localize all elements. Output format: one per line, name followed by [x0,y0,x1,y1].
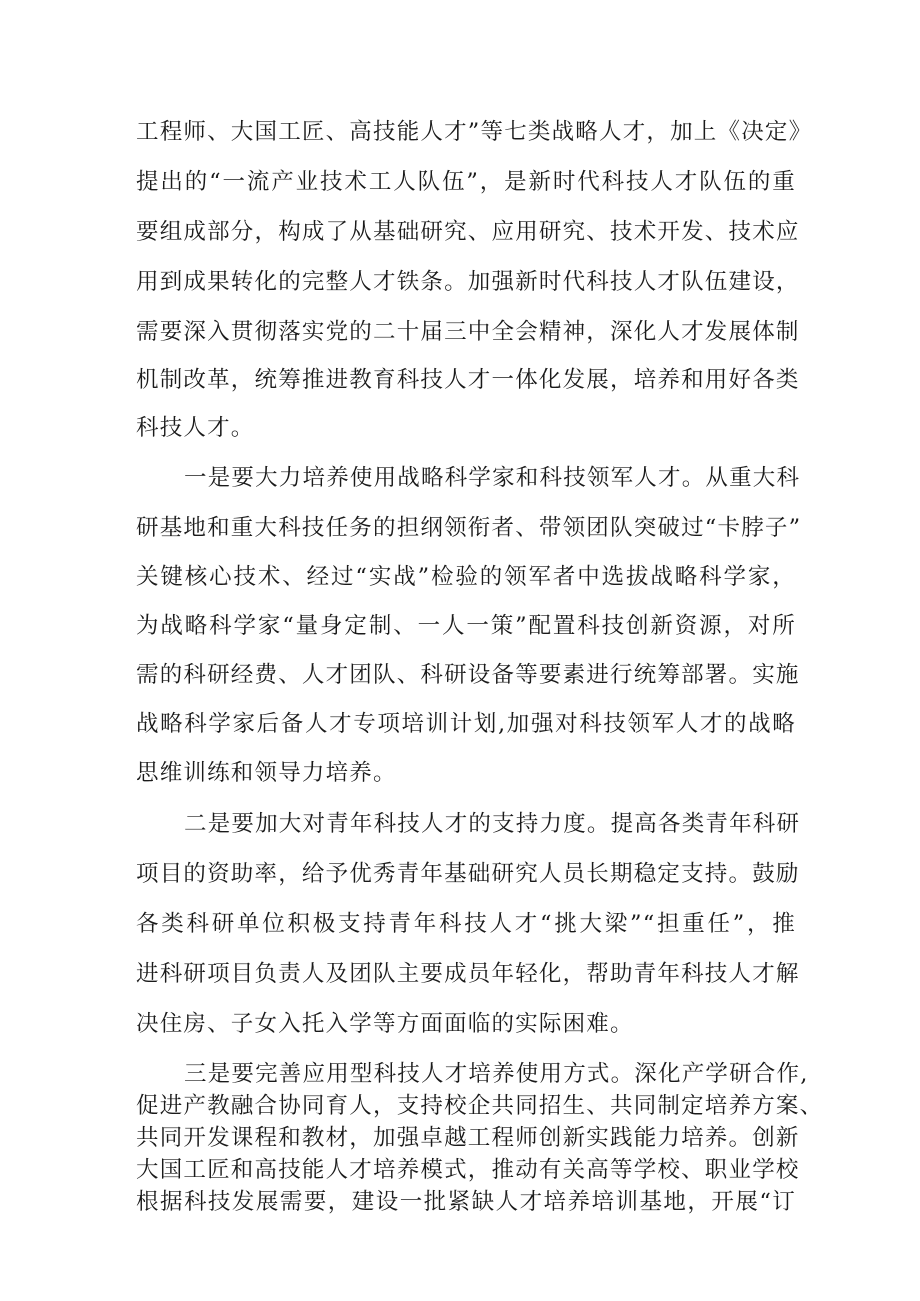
paragraph-1-line-5: 需要深入贯彻落实党的二十届三中全会精神，深化人才发展体制 [136,319,800,345]
paragraph-2-line-6: 战略科学家后备人才专项培训计划,加强对科技领军人才的战略 [136,711,796,737]
paragraph-3-line-2: 项目的资助率，给予优秀青年基础研究人员长期稳定支持。鼓励 [136,861,800,887]
paragraph-4-line-5: 根据科技发展需要，建设一批紧缺人才培养培训基地，开展“订 [136,1189,796,1215]
paragraph-1-line-6: 机制改革，统筹推进教育科技人才一体化发展，培养和用好各类 [136,367,800,393]
paragraph-3-line-5: 决住房、子女入托入学等方面面临的实际困难。 [136,1011,634,1037]
paragraph-2-line-5: 需的科研经费、人才团队、科研设备等要素进行统筹部署。实施 [136,662,800,688]
paragraph-1-line-4: 用到成果转化的完整人才铁条。加强新时代科技人才队伍建设， [136,269,800,295]
paragraph-3-line-3: 各类科研单位积极支持青年科技人才“挑大梁”“担重任”，推 [136,911,796,937]
paragraph-2-line-1: 一是要大力培养使用战略科学家和科技领军人才。从重大科 [184,465,801,491]
paragraph-4-line-1: 三是要完善应用型科技人才培养使用方式。深化产学研合作, [184,1061,809,1087]
paragraph-1-line-3: 要组成部分，构成了从基础研究、应用研究、技术开发、技术应 [136,219,800,245]
paragraph-2-line-4: 为战略科学家“量身定制、一人一策”配置科技创新资源，对所 [136,613,796,639]
paragraph-2-line-2: 研基地和重大科技任务的担纲领衔者、带领团队突破过“卡脖子” [136,515,802,541]
paragraph-1-line-1: 工程师、大国工匠、高技能人才”等七类战略人才，加上《决定》 [136,119,813,145]
paragraph-4-line-4: 大国工匠和高技能人才培养模式，推动有关高等学校、职业学校 [136,1157,800,1183]
paragraph-1-line-2: 提出的“一流产业技术工人队伍”，是新时代科技人才队伍的重 [136,169,796,195]
paragraph-3-line-1: 二是要加大对青年科技人才的支持力度。提高各类青年科研 [184,811,801,837]
paragraph-2-line-3: 关键核心技术、经过“实战”检验的领军者中选拔战略科学家， [136,564,796,590]
paragraph-2-line-7: 思维训练和领导力培养。 [136,760,397,786]
paragraph-1-line-7: 科技人才。 [136,415,255,441]
paragraph-4-line-2: 促进产教融合协同育人，支持校企共同招生、共同制定培养方案、 [136,1093,824,1119]
paragraph-4-line-3: 共同开发课程和教材，加强卓越工程师创新实践能力培养。创新 [136,1125,800,1151]
paragraph-3-line-4: 进科研项目负责人及团队主要成员年轻化，帮助青年科技人才解 [136,961,800,987]
